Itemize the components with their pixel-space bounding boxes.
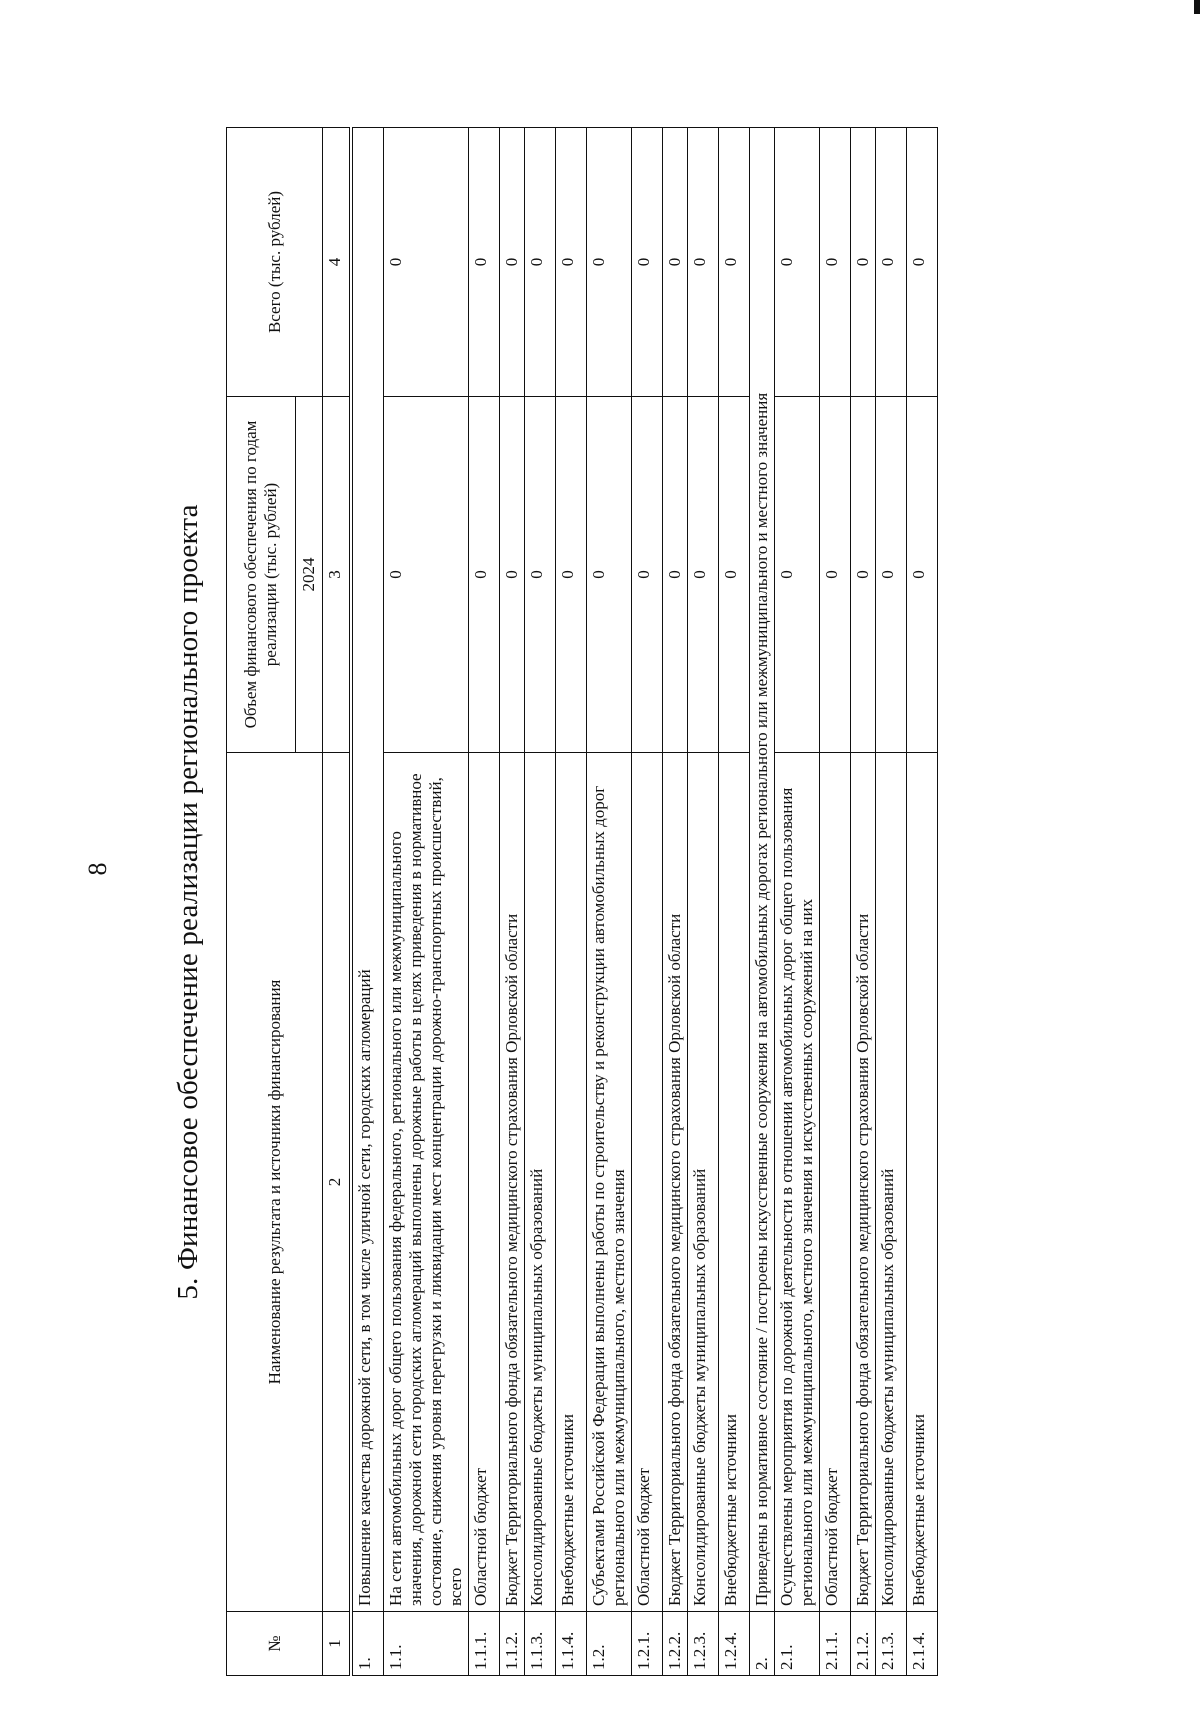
row-total: 0 bbox=[876, 128, 907, 397]
row-total: 0 bbox=[556, 128, 587, 397]
financing-table bbox=[226, 127, 938, 1676]
row-name: Консолидированные бюджеты муниципальных образований bbox=[876, 753, 907, 1612]
table-row bbox=[632, 128, 663, 1676]
row-value-2024: 0 bbox=[876, 397, 907, 753]
row-value-2024: 0 bbox=[851, 397, 876, 753]
row-value-2024: 0 bbox=[587, 397, 632, 753]
row-value-2024: 0 bbox=[500, 397, 525, 753]
row-num: 1. bbox=[351, 1612, 384, 1676]
row-num: 2.1.1. bbox=[820, 1612, 851, 1676]
row-num: 2.1. bbox=[775, 1612, 820, 1676]
row-name: Бюджет Территориального фонда обязательного медицинского страхования Орловской области bbox=[851, 753, 876, 1612]
row-value-2024: 0 bbox=[469, 397, 500, 753]
row-num: 2.1.4. bbox=[907, 1612, 938, 1676]
table-row bbox=[688, 128, 719, 1676]
row-name: Субъектами Российской Федерации выполнены работы по строительству и реконструкции автомобильных дорог регионального или межмуниципального, местного значения bbox=[587, 753, 632, 1612]
table-row bbox=[469, 128, 500, 1676]
table-row bbox=[851, 128, 876, 1676]
row-num: 1.2.3. bbox=[688, 1612, 719, 1676]
index-cell: 3 bbox=[323, 397, 352, 753]
header-total: Всего (тыс. рублей) bbox=[227, 128, 323, 397]
table-row bbox=[384, 128, 469, 1676]
row-name: Консолидированные бюджеты муниципальных образований bbox=[688, 753, 719, 1612]
row-total: 0 bbox=[719, 128, 750, 397]
row-total: 0 bbox=[587, 128, 632, 397]
index-cell: 4 bbox=[323, 128, 352, 397]
table-row bbox=[719, 128, 750, 1676]
row-num: 1.1.4. bbox=[556, 1612, 587, 1676]
table-row bbox=[587, 128, 632, 1676]
row-num: 1.1.1. bbox=[469, 1612, 500, 1676]
table-row bbox=[525, 128, 556, 1676]
row-name: Осуществлены мероприятия по дорожной деятельности в отношении автомобильных дорог общего пользования регионального или межмуниципального, местного значения и искусственных сооружений на них bbox=[775, 753, 820, 1612]
table-row bbox=[556, 128, 587, 1676]
row-num: 1.1.3. bbox=[525, 1612, 556, 1676]
row-total: 0 bbox=[688, 128, 719, 397]
table-row bbox=[750, 128, 775, 1676]
row-name: Областной бюджет bbox=[632, 753, 663, 1612]
row-total: 0 bbox=[775, 128, 820, 397]
section-title: 5. Финансовое обеспечение реализации регионального проекта bbox=[172, 504, 204, 1300]
row-name: Консолидированные бюджеты муниципальных образований bbox=[525, 753, 556, 1612]
header-volume: Объем финансового обеспечения по годам реализации (тыс. рублей) bbox=[227, 397, 296, 753]
row-name: Внебюджетные источники bbox=[556, 753, 587, 1612]
row-num: 2. bbox=[750, 1612, 775, 1676]
row-value-2024: 0 bbox=[525, 397, 556, 753]
row-value-2024: 0 bbox=[632, 397, 663, 753]
row-total: 0 bbox=[384, 128, 469, 397]
row-value-2024: 0 bbox=[719, 397, 750, 753]
row-value-2024: 0 bbox=[688, 397, 719, 753]
row-total: 0 bbox=[907, 128, 938, 397]
table-row bbox=[775, 128, 820, 1676]
row-total: 0 bbox=[663, 128, 688, 397]
row-value-2024: 0 bbox=[775, 397, 820, 753]
row-num: 1.1.2. bbox=[500, 1612, 525, 1676]
rotated-page-content bbox=[160, 128, 1062, 1676]
row-name: Областной бюджет bbox=[469, 753, 500, 1612]
row-name: Областной бюджет bbox=[820, 753, 851, 1612]
row-name: Бюджет Территориального фонда обязательного медицинского страхования Орловской области bbox=[500, 753, 525, 1612]
page-number: 8 bbox=[83, 862, 112, 876]
row-value-2024: 0 bbox=[907, 397, 938, 753]
table-row bbox=[820, 128, 851, 1676]
scan-mark bbox=[1194, 0, 1200, 14]
table-row bbox=[351, 128, 384, 1676]
row-num: 1.2.2. bbox=[663, 1612, 688, 1676]
header-num: № bbox=[227, 1612, 323, 1676]
row-total: 0 bbox=[820, 128, 851, 397]
row-total: 0 bbox=[851, 128, 876, 397]
header-year: 2024 bbox=[296, 397, 323, 753]
row-value-2024: 0 bbox=[663, 397, 688, 753]
row-num: 1.2. bbox=[587, 1612, 632, 1676]
table-row bbox=[500, 128, 525, 1676]
row-total: 0 bbox=[500, 128, 525, 397]
row-num: 1.2.4. bbox=[719, 1612, 750, 1676]
table-row bbox=[907, 128, 938, 1676]
row-num: 1.2.1. bbox=[632, 1612, 663, 1676]
row-name: Внебюджетные источники bbox=[719, 753, 750, 1612]
row-name: Бюджет Территориального фонда обязательного медицинского страхования Орловской области bbox=[663, 753, 688, 1612]
row-total: 0 bbox=[525, 128, 556, 397]
index-cell: 1 bbox=[323, 1612, 352, 1676]
row-name: Приведены в нормативное состояние / построены искусственные сооружения на автомобильных дорогах регионального или межмуниципального и местного значения bbox=[750, 128, 775, 1612]
row-num: 2.1.3. bbox=[876, 1612, 907, 1676]
row-value-2024: 0 bbox=[384, 397, 469, 753]
row-name: На сети автомобильных дорог общего пользования федерального, регионального или межмуниципального значения, дорожной сети городских агломераций выполнены дорожные работы в целях приведения в нормативное состояние, снижения уровня перегрузки и ликвидации мест концентрации дорожно-транспортных происшествий, всего bbox=[384, 753, 469, 1612]
index-cell: 2 bbox=[323, 753, 352, 1612]
row-num: 2.1.2. bbox=[851, 1612, 876, 1676]
table-row bbox=[663, 128, 688, 1676]
row-num: 1.1. bbox=[384, 1612, 469, 1676]
header-name: Наименование результата и источники финансирования bbox=[227, 753, 323, 1612]
row-name: Внебюджетные источники bbox=[907, 753, 938, 1612]
row-total: 0 bbox=[469, 128, 500, 397]
row-value-2024: 0 bbox=[820, 397, 851, 753]
row-value-2024: 0 bbox=[556, 397, 587, 753]
table-row bbox=[876, 128, 907, 1676]
row-name: Повышение качества дорожной сети, в том числе уличной сети, городских агломераций bbox=[351, 128, 384, 1612]
row-total: 0 bbox=[632, 128, 663, 397]
